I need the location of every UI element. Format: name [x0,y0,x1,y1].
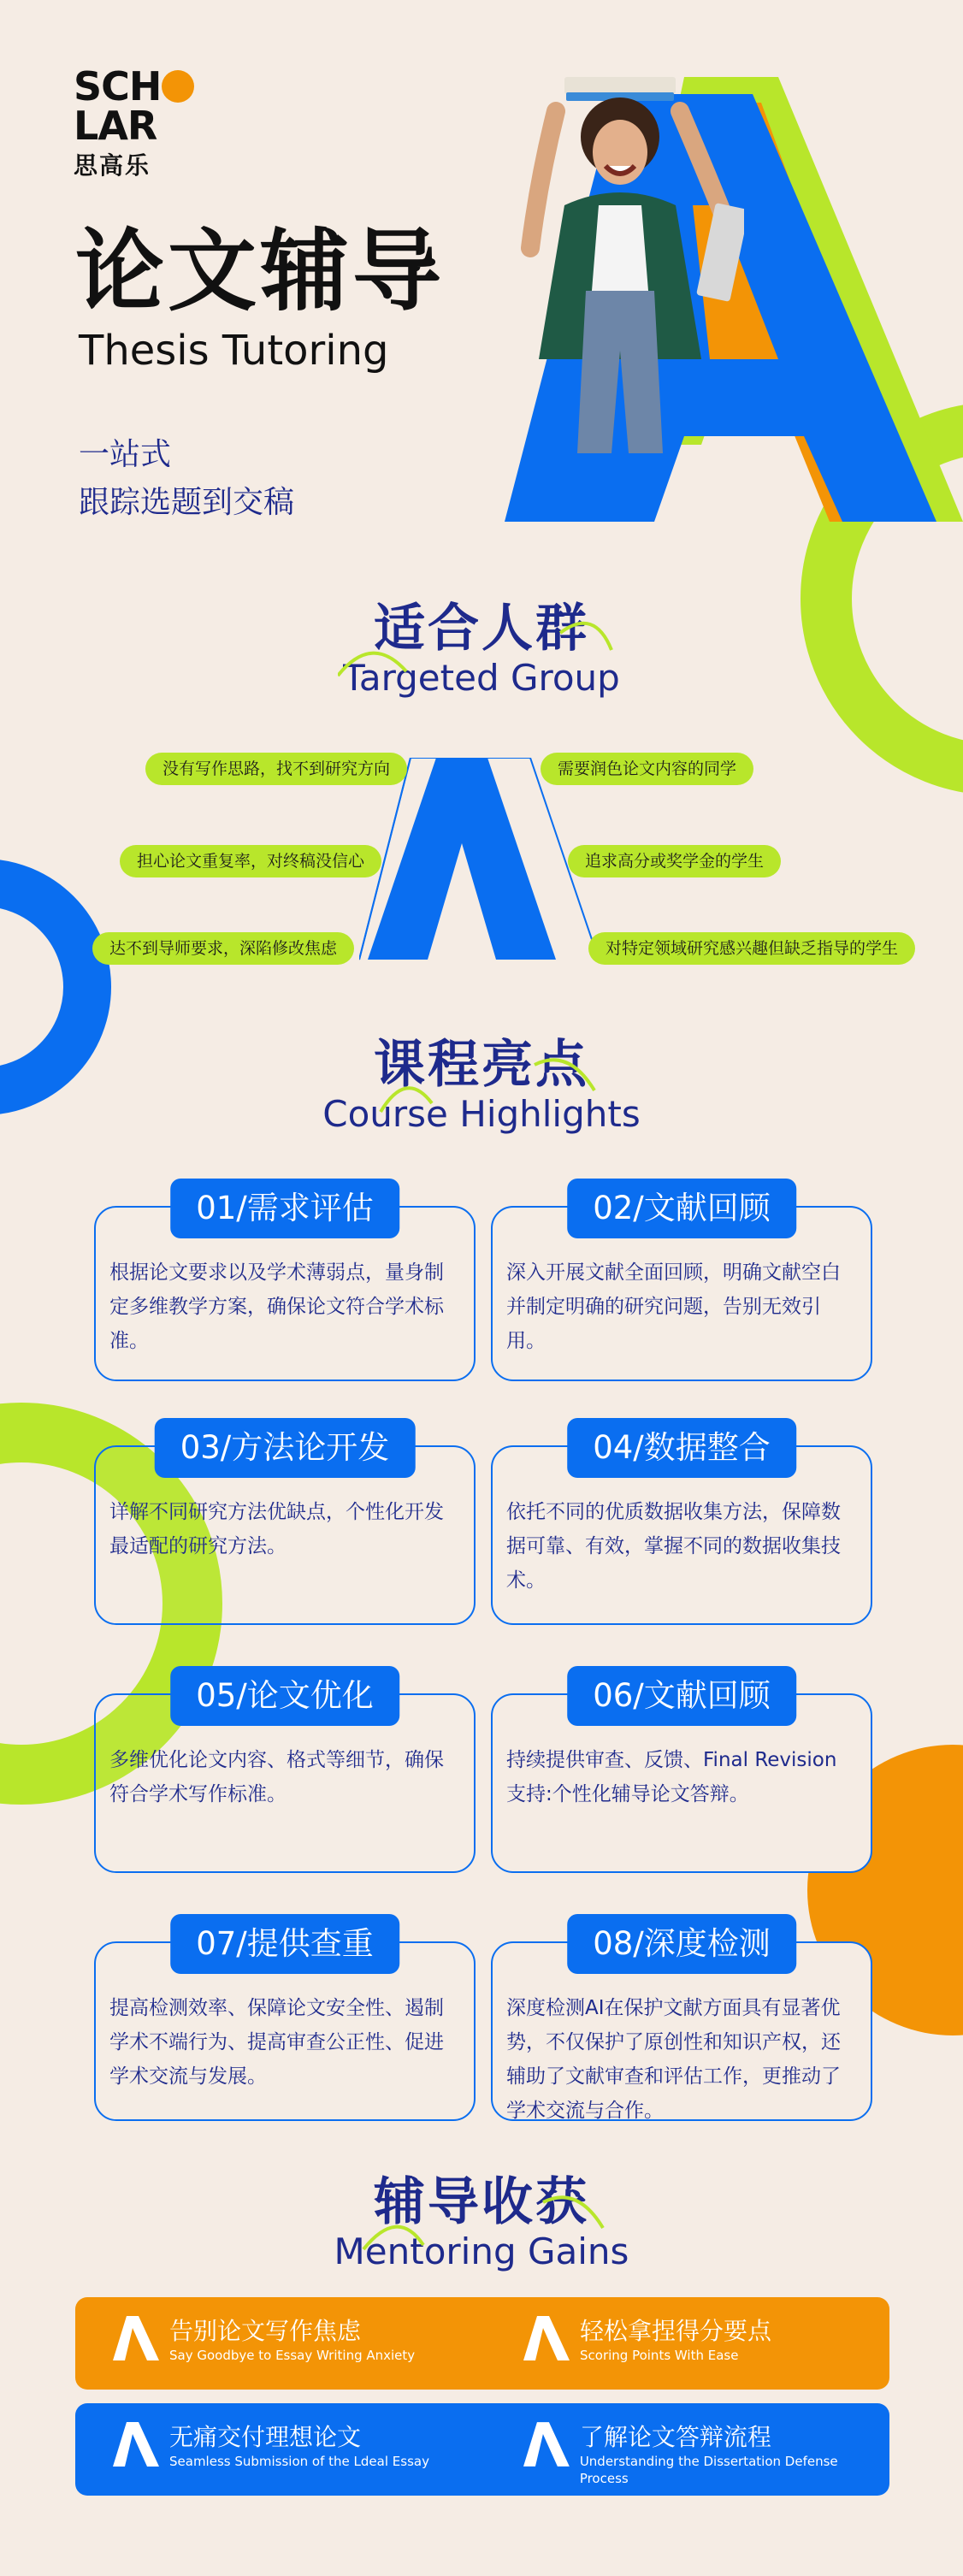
highlight-card-3 [94,1429,476,1625]
highlight-card-text: 详解不同研究方法优缺点，个性化开发最适配的研究方法。 [109,1501,444,1557]
section-title-en: Targeted Group [343,657,620,699]
gain-item: 告别论文写作焦虑 Say Goodbye to Essay Writing Anxiety [113,2316,415,2364]
gain-item: 了解论文答辩流程 Understanding the Dissertation Defense Process [523,2422,889,2487]
highlight-card-tag: 08/深度检测 [567,1914,796,1974]
a-mark-icon [113,2316,159,2360]
heading-swoosh-icon [338,616,629,693]
audience-pill-right-3: 对特定领域研究感兴趣但缺乏指导的学生 [588,932,915,965]
logo-orange-dot [162,70,194,103]
tagline-line-1: 一站式 [79,437,172,472]
highlight-card-6 [491,1677,872,1873]
audience-pill-right-2: 追求高分或奖学金的学生 [568,845,781,877]
highlight-card-tag: 02/文献回顾 [567,1179,796,1238]
highlight-card-1 [94,1190,476,1381]
heading-swoosh-icon [338,1052,629,1129]
scholar-logo[interactable] [74,63,202,181]
highlight-card-text: 提高检测效率、保障论文安全性、遏制学术不端行为、提高审查公正性、促进学术交流与发展。 [109,1997,444,2088]
highlight-card-text: 持续提供审查、反馈、Final Revision支持:个性化辅导论文答辩。 [506,1749,837,1805]
gains-row-1 [75,2297,889,2390]
page-subtitle: Thesis Tutoring [79,327,389,375]
tagline-line-2: 跟踪选题到交稿 [79,485,295,520]
highlight-card-text: 依托不同的优质数据收集方法，保障数据可靠、有效，掌握不同的数据收集技术。 [506,1501,841,1592]
audience-pill-left-2: 担心论文重复率，对终稿没信心 [120,845,381,877]
page-title: 论文辅导 [75,219,446,323]
section-title-en: Course Highlights [322,1093,641,1135]
section-title-cn: 辅导收获 [374,2172,589,2232]
highlight-card-2 [491,1190,872,1381]
highlight-card-tag: 05/论文优化 [170,1666,399,1726]
section-title-en: Mentoring Gains [334,2230,629,2272]
section-title-cn: 适合人群 [374,599,589,659]
a-mark-icon [523,2422,570,2467]
audience-pill-left-1: 没有写作思路，找不到研究方向 [145,753,407,785]
heading-swoosh-icon [338,2189,629,2266]
gains-heading [0,2172,963,2272]
a-mark-icon [113,2422,159,2467]
highlight-card-text: 深入开展文献全面回顾，明确文献空白并制定明确的研究问题，告别无效引用。 [506,1261,841,1352]
tagline [79,431,294,527]
logo-line-2: L A R [74,103,157,149]
highlight-card-tag: 03/方法论开发 [155,1418,416,1478]
highlight-card-tag: 07/提供查重 [170,1914,399,1974]
a-mark-icon [523,2316,570,2360]
highlight-card-7 [94,1925,476,2121]
student-photo [505,77,744,453]
gains-row-2 [75,2403,889,2496]
logo-chinese-name: 思高乐 [74,151,151,180]
audience-pill-right-1: 需要润色论文内容的同学 [541,753,753,785]
highlight-card-8 [491,1925,872,2122]
highlight-card-text: 多维优化论文内容、格式等细节，确保符合学术写作标准。 [109,1749,444,1805]
audience-pill-left-3: 达不到导师要求，深陷修改焦虑 [92,932,354,965]
targeted-group-heading [0,599,963,698]
highlight-card-text: 根据论文要求以及学术薄弱点，量身制定多维教学方案，确保论文符合学术标准。 [109,1261,444,1352]
highlight-card-tag: 06/文献回顾 [567,1666,796,1726]
section-title-cn: 课程亮点 [374,1035,589,1095]
highlight-card-text: 深度检测AI在保护文献方面具有显著优势，不仅保护了原创性和知识产权，还辅助了文献审查和评估工作，更推动了学术交流与合作。 [506,1997,841,2122]
gain-item: 轻松拿捏得分要点 Scoring Points With Ease [523,2316,771,2364]
highlight-card-tag: 01/需求评估 [170,1179,399,1238]
highlights-heading [0,1035,963,1134]
gain-item: 无痛交付理想论文 Seamless Submission of the Ldeal Essay [113,2422,429,2470]
logo-line-1: S C H [74,67,202,106]
highlight-card-4 [491,1429,872,1625]
hero-illustration [505,77,963,530]
highlight-card-tag: 04/数据整合 [567,1418,796,1478]
highlight-card-5 [94,1677,476,1873]
